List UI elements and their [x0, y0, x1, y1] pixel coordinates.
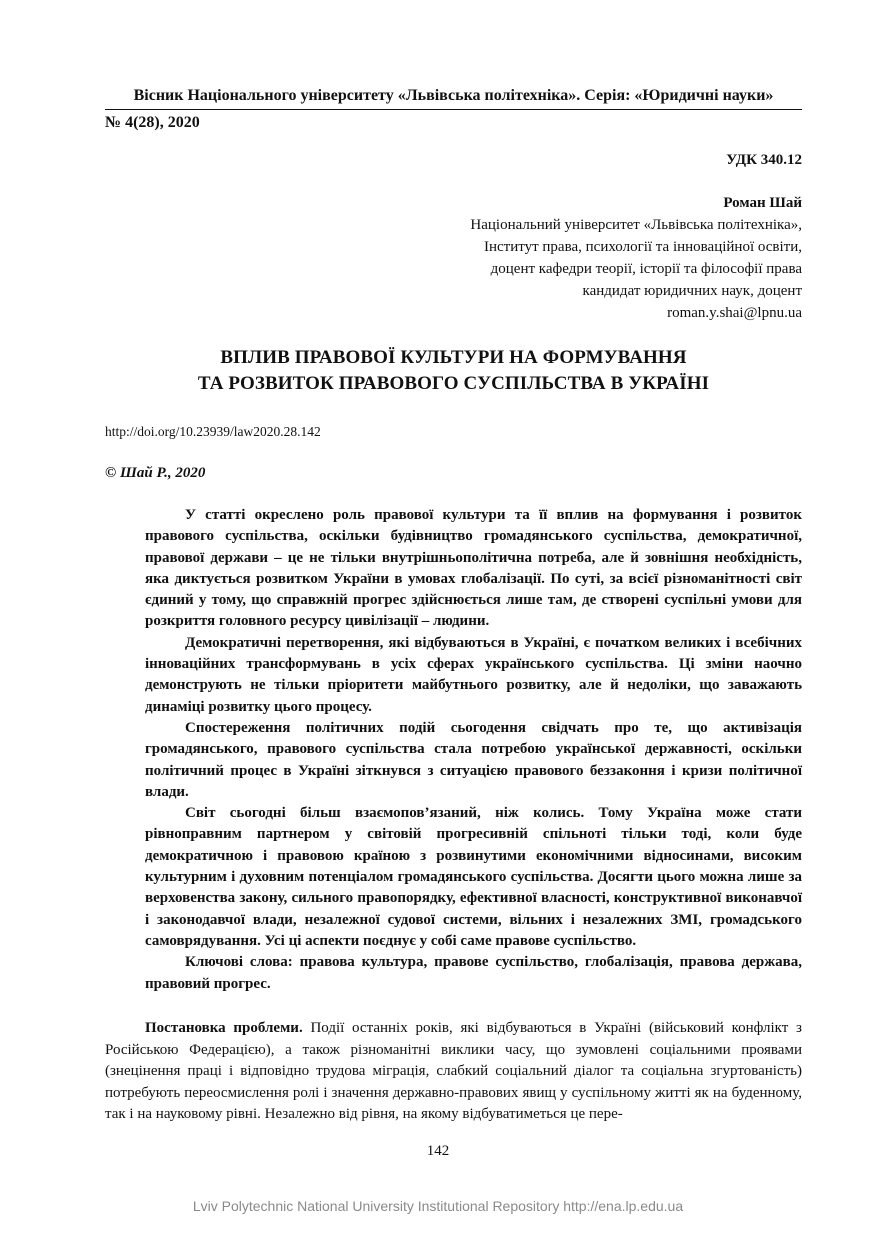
title-line-2: ТА РОЗВИТОК ПРАВОВОГО СУСПІЛЬСТВА В УКРАЇНІ [197, 373, 710, 394]
article-title [105, 345, 802, 397]
journal-running-header: Вісник Національного університету «Львівська політехніка». Серія: «Юридичні науки» [105, 86, 802, 110]
affiliation-institute: Інститут права, психології та інноваційної освіти, [483, 239, 802, 255]
author-name: Роман Шай [723, 195, 802, 211]
affiliation-university: Національний університет «Львівська політехніка», [470, 217, 802, 233]
affiliation-position: доцент кафедри теорії, історії та філософії права [490, 261, 802, 277]
body-text [105, 1018, 802, 1126]
title-line-1: ВПЛИВ ПРАВОВОЇ КУЛЬТУРИ НА ФОРМУВАННЯ [220, 347, 687, 368]
body-paragraph-text: Події останніх років, які відбуваються в Україні (військовий конфлікт з Російською Федерацією), а також різноманітні виклики часу, що зумовлені соціальними проявами (знецінення праці і відповідно трудова міграція, слабкий соціальний діалог та соціальна згуртованість) потребують переосмислення ролі і значення державно-правових явищ у суспільному житті як на буденному, так і на науковому рівні. Незалежно від рівня, на якому відбуватиметься це пере- [105, 1020, 802, 1122]
doi-link[interactable]: http://doi.org/10.23939/law2020.28.142 [105, 424, 321, 439]
abstract-paragraph-3: Спостереження політичних подій сьогодення свідчать про те, що активізація громадянського, правового суспільства стала потребою української державності, оскільки політичний процес в Україні зіткнувся з ситуацією правового беззаконня і кризи політичної влади. [145, 719, 802, 800]
copyright-notice: © Шай Р., 2020 [105, 465, 206, 481]
abstract-paragraph-2: Демократичні перетворення, які відбуваються в Україні, є початком великих і всебічних інноваційних трансформувань в усіх сферах українського суспільства. Ці зміни наочно демонструють не тільки пріоритети майбутнього розвитку, але й недоліки, що заважають динаміці розвитку цього процесу. [145, 634, 802, 715]
body-paragraph-1 [105, 1018, 802, 1126]
repository-footer[interactable]: Lviv Polytechnic National University Institutional Repository http://ena.lp.edu.ua [192, 1198, 684, 1214]
affiliation-degree: кандидат юридичних наук, доцент [582, 283, 802, 299]
abstract-paragraph-1: У статті окреслено роль правової культури та її вплив на формування і розвиток правового суспільства, оскільки будівництво громадянського суспільства, демократичної, правової держави – це не тільки внутрішньополітична потреба, але й зовнішня необхідність, яка диктується розвитком України в умовах глобалізації. По суті, за всієї різноманітності світ єдиний у тому, що справжній прогрес здійснюється лише там, де створені суспільні умови для розкриття головного ресурсу цивілізації – людини. [145, 507, 802, 630]
issue-number: № 4(28), 2020 [105, 114, 200, 131]
page-number: 142 [426, 1143, 450, 1159]
section-heading-problem: Постановка проблеми. [145, 1020, 303, 1036]
abstract-paragraph-4: Світ сьогодні більш взаємопов’язаний, ніж колись. Тому Україна може стати рівноправним партнером у світовій прогресивній спільноті тільки тоді, коли буде демократичною і правовою країною з розвинутими економічними відносинами, високим культурним і духовним потенціалом громадянського суспільства. Досягти цього можна лише за верховенства закону, сильного правопорядку, ефективної власності, конструктивної виконавчої і законодавчої влади, незалежної судової системи, вільних і незалежних ЗМІ, громадського самоврядування. Усі ці аспекти поєднує у собі саме правове суспільство. [145, 805, 802, 949]
keywords: Ключові слова: правова культура, правове суспільство, глобалізація, правова держава, правовий прогрес. [145, 954, 802, 992]
abstract [145, 505, 802, 995]
udc-code: УДК 340.12 [726, 152, 802, 168]
author-email[interactable]: roman.y.shai@lpnu.ua [667, 305, 802, 321]
author-block [302, 192, 802, 324]
